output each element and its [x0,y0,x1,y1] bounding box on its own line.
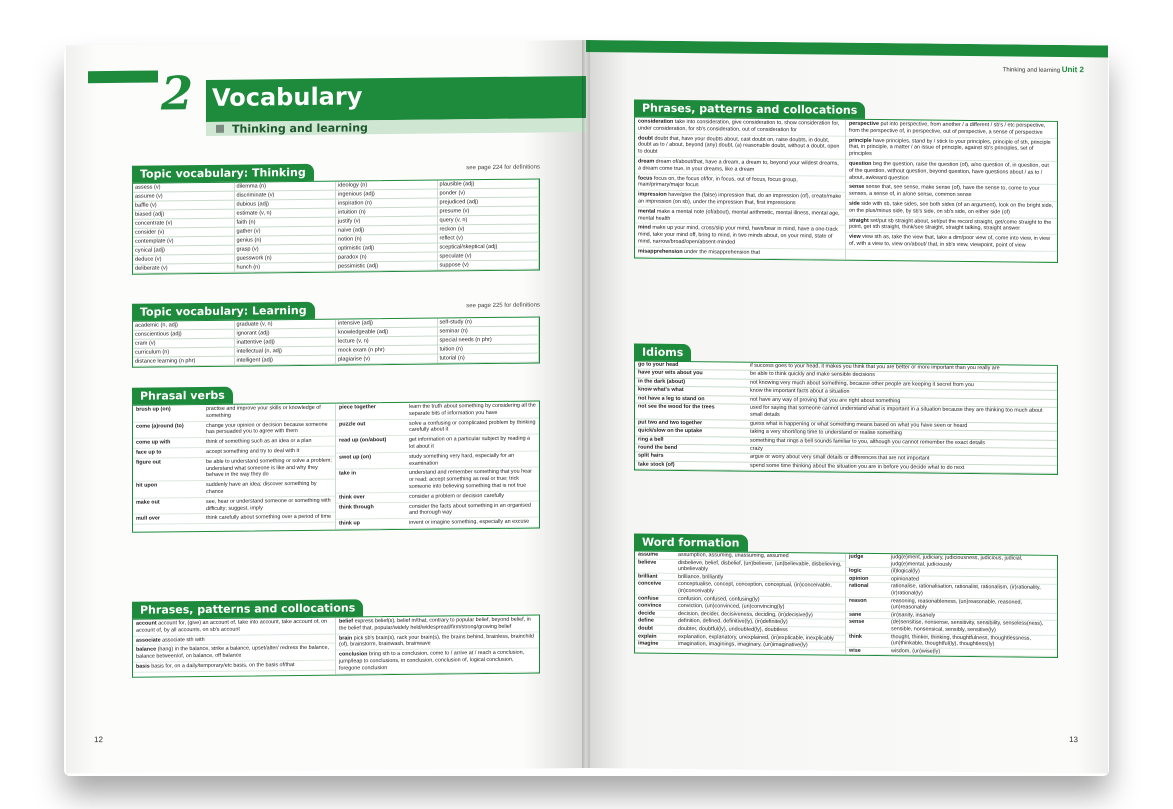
headword: question [849,160,872,167]
idiom-meaning: guess what is happening or what something means based on what you have seen or heard [750,420,968,429]
collocations: express belief(s), belief in/that, contrary to popular belief, beyond belief, in the belief that, popular/widely held/widespread/firm/strong/growing belief [339,616,531,632]
collocations: make a mental note (of/about), mental arithmetic, mental illness, mental age, mental health [638,208,840,222]
word-formation-table [634,551,1058,659]
phrasal-verb: brush up (on) [136,406,171,413]
word-formation-right-column [846,554,1057,658]
collocations: under the misapprehension that [682,248,760,256]
collocations: bring sth to a conclusion, come to / arrive at / reach a conclusion, jump/leap to conclusions, in conclusion, conclusion of, logical conclusion, foregone conclusion [339,649,525,672]
base-word: think [849,633,862,640]
definition: change your opinion or decision because someone has persuaded you to agree with them [206,421,328,436]
base-word: decide [638,610,656,617]
top-green-band [88,70,158,83]
chapter-number: 2 [161,66,194,121]
table-cell: suppose (v) [438,260,540,270]
table-cell: distance learning (n phr) [133,357,235,367]
chapter-title: Vocabulary [212,82,363,112]
idiom-meaning: argue or worry about very small details or differences that are not important [750,454,930,463]
page-number: 13 [1069,735,1078,745]
derived-forms: disbelieve, belief, disbelief, (un)believer, (un)believable, disbelieving, unbelievably [678,559,842,573]
table-cell: assess (v) [133,183,235,193]
collocations: pick sb's brain(s), rack your brain(s), the brains behind, brainless, brainchild (of), brainstorm, brainwash, brainwave [339,633,534,648]
table-cell: estimate (v, n) [235,209,337,219]
section-heading: Topic vocabulary: Thinking [132,164,314,183]
definition: study something very hard, especially for an examination [409,452,515,467]
idiom-meaning: not knowing very much about something, because other people are keeping it secret from you [750,379,974,388]
table-cell: plagiarise (v) [336,355,438,365]
table-cell: tutorial (n) [438,353,540,363]
phrasal-verb: puzzle out [339,420,366,428]
definition: think of something such as an idea or a plan [206,438,312,446]
chapter-subtitle-bar [206,118,586,136]
headword: mental [638,208,656,215]
table-cell: ignorant (adj) [235,329,337,339]
headword: consideration [638,118,674,125]
ppc-right-table [634,117,1058,263]
square-bullet-icon [216,125,224,133]
phrasal-verb: think up [339,520,360,527]
definition: consider the facts about something in an organised and thorough way [409,502,531,517]
ppc-right-column [336,615,539,674]
topic-learning-table [132,316,540,367]
idiom: put two and two together [638,419,703,427]
table-row [336,418,539,437]
idiom-meaning: if success goes to your head, it makes you think that you are better or more important than you really are [750,362,1000,372]
table-cell: naive (adj) [336,226,438,236]
definition: invent or imagine something, especially an excuse [409,518,530,527]
headword: balance [136,646,157,654]
collocations: make up your mind, cross/slip your mind, have/bear in mind, have a one-track mind, take your mind off, bring to mind, in two minds about, on your mind, state of mind, narrow/broad/open/absent-minded [638,225,838,246]
base-word: doubt [638,625,653,632]
headword: principle [849,137,872,144]
topic-learning-section [132,298,540,367]
idiom-meaning: know the important facts about a situation [750,387,850,395]
base-word: conceive [638,580,662,588]
idiom: split hairs [638,453,664,460]
table-cell: paradox (n) [336,253,438,263]
phrasal-verb: come up with [136,439,171,446]
headword: conclusion [339,651,368,658]
derived-forms: judg(e)ment, judiciary, judiciousness, judicious, judicial, judg(e)mental, judiciously [891,554,1023,568]
collocation-entry [846,233,1057,252]
base-word: sense [849,619,865,626]
left-page [66,40,586,773]
idiom: not see the wood for the trees [638,403,715,411]
headword: associate [136,637,161,644]
base-word: confuse [638,595,659,602]
table-cell: dubious (adj) [235,200,337,210]
phrasal-verbs-right-column [336,401,539,529]
table-cell: pessimistic (adj) [336,262,438,272]
table-cell: seminar (n) [438,326,540,336]
table-cell: contemplate (v) [133,237,235,247]
table-cell: reflect (v) [438,233,540,243]
collocations: view sth as, take the view that, take a dim/poor view of, come into view, in view of, with a view to, view on/about/ that, in sb's view, viewpoint, point of view [849,234,1051,249]
idiom: not have a leg to stand on [638,395,705,402]
chapter-title-bar [206,76,586,122]
phrasal-verb: read up (on/about) [339,437,387,444]
derived-forms: confusion, confused, confusing(ly) [678,595,760,603]
headword: doubt [638,135,653,142]
phrasal-verb: take in [339,470,357,477]
derived-forms: (in)sanity, insanely [891,611,936,619]
table-cell: inattentive (adj) [235,338,337,348]
table-cell: conscientious (adj) [133,330,235,340]
collocations: take into consideration, give consideration to, show consideration for, under consideration, for sb's consideration, out of consideration for [638,118,840,134]
derived-forms: definition, defined, definitive(ly), (in)definite(ly) [678,618,788,626]
table-cell: reckon (v) [438,224,540,234]
derived-forms: brilliance, brilliantly [678,573,724,581]
table-cell: knowledgeable (adj) [336,328,438,338]
running-head-text: Thinking and learning [1002,67,1061,74]
definition: understand and remember something that you hear or read; accept something as real or true; trick someone into believing something that is not true [409,468,532,490]
idiom: go to your head [638,361,679,368]
derived-forms: opinionated [891,575,919,583]
top-green-band [586,40,1108,57]
phrasal-verb: mull over [136,515,160,523]
collocations: (hang) in the balance, strike a balance, upset/alter/ redress the balance, balance between/of, on balance, off balance [136,645,329,660]
ppc-left-table [132,614,540,677]
definition: be able to understand something or solve a problem; understand what someone is like and why they behave in the way they do [206,457,332,479]
section-heading: Phrasal verbs [132,387,233,405]
idiom-meaning: spend some time thinking about the situation you are in before you decide what to do next [750,462,965,471]
definition: get information on a particular subject by reading a lot about it [409,435,531,450]
headword: account [136,620,157,627]
phrasal-verb: face up to [136,449,162,456]
table-cell: notion (n) [336,235,438,245]
derived-forms: decision, decider, decisiveness, deciding, (in)decisive(ly) [678,610,813,619]
definition: solve a confusing or complicated problem by thinking carefully about it [409,419,536,434]
table-cell: grasp (v) [235,245,337,255]
topic-thinking-table [132,178,540,274]
table-cell: intelligent (adj) [235,356,337,366]
definition: practise and improve your skills or knowledge of something [206,404,321,419]
phrasal-verb: come (a)round (to) [136,422,184,430]
table-cell: justify (v) [336,217,438,227]
derived-forms: imagination, imaginings, imaginary, (un)imaginative(ly) [678,641,808,649]
definition: learn the truth about something by considering all the separate bits of information you have [409,402,536,417]
table-cell: dilemma (n) [235,182,337,192]
base-word: convince [638,602,662,609]
table-cell: prejudiced (adj) [438,197,540,207]
headword: mind [638,224,651,232]
table-cell: speculate (v) [438,251,540,261]
idiom: have your wits about you [638,369,703,377]
table-cell: query (v, n) [438,215,540,225]
base-word: imagine [638,640,659,647]
table-row [133,456,335,482]
topic-thinking-section [132,160,540,274]
collocation-entry [846,160,1057,186]
table-cell: hunch (n) [235,263,337,273]
base-word: opinion [849,575,869,582]
section-heading: Phrases, patterns and collocations [132,599,363,618]
table-cell: presume (v) [438,206,540,216]
table-row [336,401,539,420]
headword: misapprehension [638,248,683,255]
headword: belief [339,618,354,625]
idiom: round the bend [638,444,678,452]
section-note: see page 225 for definitions [466,302,540,310]
headword: sense [849,184,865,191]
phrasal-verbs-table [132,400,540,532]
table-cell: assume (v) [133,192,235,202]
phrasal-verb: hit upon [136,482,158,489]
idiom-meaning: crazy [750,445,763,452]
headword: focus [638,175,653,182]
headword: side [849,200,860,207]
table-cell: tuition (n) [438,344,540,354]
derived-forms: wisdom, (un)wise(ly) [891,647,941,655]
ppc-left-column [133,618,336,677]
derived-forms: explanation, explanatory, unexplained, (in)explicable, inexplicably [678,633,834,642]
word-formation-left-column [635,552,846,656]
table-row [336,435,539,454]
table-cell: sceptical/skeptical (adj) [438,242,540,252]
headword: brain [339,635,353,642]
derived-forms: reasoning, reasonableness, (un)reasonable, reasoned, (un)reasonably [891,597,1022,611]
collocations: account for, (give) an account of, take into account, take account of, on account of, by all accounts, on sb's account [136,618,328,634]
table-cell: optimistic (adj) [336,244,438,254]
collocations: focus on, the focus of/for, in focus, out of focus, focus group, main/primary/major focus [638,175,798,189]
table-cell: biased (adj) [133,210,235,220]
section-heading: Idioms [634,344,691,362]
table-cell: deliberate (v) [133,264,235,274]
derived-forms: (il)logical(ly) [891,568,920,575]
phrasal-verb: make out [136,499,160,506]
definition: see, hear or understand someone or something with difficulty; suggest, imply [206,497,331,512]
table-cell: gather (v) [235,227,337,237]
running-head [1003,64,1084,74]
unit-label: Unit 2 [1061,64,1084,75]
collocation-entry [336,615,539,634]
table-cell: intuition (n) [336,208,438,218]
table-cell: concentrate (v) [133,219,235,229]
table-row [133,513,335,525]
table-cell: plausible (adj) [438,179,540,189]
table-cell: graduate (v, n) [235,320,337,330]
table-cell: intensive (adj) [336,319,438,329]
headword: basis [136,663,150,670]
headword: dream [638,158,655,165]
collocations: associate sth with [160,636,205,644]
idiom-meaning: something that rings a bell sounds familiar to you, although you cannot remember the exact details [750,437,985,446]
table-cell: genius (n) [235,236,337,246]
idiom: in the dark (about) [638,378,686,385]
base-word: sane [849,611,862,618]
table-row [336,451,539,470]
table-row [336,501,539,520]
collocations: set/put sb straight about, set/put the record straight, get/come straight to the point, get sth straight, think/see straight, straight talking, straight answer [849,217,1052,232]
derived-forms: thought, thinker, thinking, thoughtfulness, thoughtlessness, (un)thinkable, thoughtful(ly), thoughtless(ly) [891,633,1031,648]
table-cell: special needs (n phr) [438,335,540,345]
derived-forms: rationalise, rationalisation, rationalist, rationalism, (ir)rationality, (ir)rational(ly) [891,583,1041,597]
idiom: quick/slow on the uptake [638,427,703,435]
collocation-entry [133,661,335,673]
derived-forms: conceptualise, concept, conception, conceptual, (in)conceivable, (in)conceivably [678,581,832,595]
word-formation-row [846,647,1057,657]
table-cell: baffle (v) [133,201,235,211]
table-cell: curriculum (n) [133,348,235,358]
base-word: judge [849,553,864,560]
collocation-entry [635,224,845,250]
derived-forms: (de)sensitise, nonsense, sensitivity, sensibility, senseless(ness), sensible, nonsensical, sensibly, sensitive(ly) [891,619,1044,634]
idioms-table [634,361,1058,476]
collocation-entry [635,247,845,259]
phrasal-verb: figure out [136,459,161,466]
table-cell: ingenious (adj) [336,190,438,200]
table-cell: ponder (v) [438,188,540,198]
phrasal-verb: piece together [339,404,376,411]
ppc-left-column [635,118,846,260]
table-cell: inspiration (n) [336,199,438,209]
phrasal-verb: think over [339,494,365,501]
collocations: have principles, stand by / stick to your principles, principle of sth, principle that, in principle, a matter / an issue of principle, against sb's principles, set of principles [849,137,1051,158]
base-word: reason [849,597,867,604]
section-note: see page 224 for definitions [466,164,540,172]
table-cell: ideology (n) [336,181,438,191]
collocation-entry [336,632,539,651]
table-cell: faith (n) [235,218,337,228]
table-cell: academic (n, adj) [133,321,235,331]
idiom: take stock (of) [638,461,675,468]
base-word: rational [849,583,869,590]
base-word: brilliant [638,573,658,580]
table-row [336,468,539,494]
collocations: sense that, see sense, make sense (of), have the sense to, come to your senses, a sense of, in a/one sense, common sense [849,184,1040,199]
idiom-meaning: not have any way of proving that you are right about something [750,396,901,404]
collocation-entry [336,649,539,675]
section-heading: Word formation [634,534,748,552]
phrasal-verb: swot up (on) [339,454,372,461]
collocation-entry [846,136,1057,162]
base-word: believe [638,559,657,566]
derived-forms: assumption, assuming, unassuming, assumed [678,551,789,560]
table-cell: discriminate (v) [235,191,337,201]
idiom: know what's what [638,386,684,394]
table-cell: intellectual (n, adj) [235,347,337,357]
definition: accept something and try to deal with it [206,447,300,455]
collocations: beg the question, raise the question (of), a/no question of, in question, out of the question, without question, beyond question, have questions about / as to / about, awkward question [849,160,1049,181]
headword: view [849,233,861,241]
base-word: assume [638,551,659,558]
derived-forms: doubter, doubtful(ly), undoubted(ly), doubtless [678,625,788,634]
table-cell: lecture (v, n) [336,337,438,347]
table-cell: self-study (n) [438,317,540,327]
section-heading: Phrases, patterns and collocations [634,100,865,119]
collocation-entry [635,134,845,160]
ppc-left-section [132,596,540,677]
derived-forms: conviction, (un)convinced, (un)convincing(ly) [678,603,785,611]
headword: perspective [849,120,879,128]
collocations: basis for, on a daily/temporary/etc basis, on the basis of/that [149,662,295,670]
idioms-section [634,343,1058,476]
table-cell: mock exam (n phr) [336,346,438,356]
definition: suddenly have an idea; discover something by chance [206,480,317,495]
headword: straight [849,217,869,224]
table-cell: cram (v) [133,339,235,349]
base-word: define [638,617,654,625]
idiom-meaning: be able to think quickly and make sensible decisions [750,371,875,379]
collocations: have/give the (false) impression that, do an impression (of), create/make an impression (on sb), under the impression that, first impressions [638,192,842,207]
word-formation-section [634,533,1058,659]
ppc-right-section [634,99,1058,263]
table-cell: cynical (adj) [133,246,235,256]
table-cell: deduce (v) [133,255,235,265]
table-cell: consider (v) [133,228,235,238]
page-number: 12 [94,735,103,745]
definition: think carefully about something over a period of time [206,514,331,522]
idiom-meaning: taking a very short/long time to understand or realise something [750,428,902,437]
headword: impression [638,191,667,199]
section-heading: Topic vocabulary: Learning [132,302,315,321]
chapter-subtitle: Thinking and learning [232,121,368,136]
base-word: logic [849,567,862,575]
phrasal-verbs-section [132,382,540,532]
book-spine [582,40,590,768]
idiom-meaning: used for saying that someone cannot understand what is important in a situation because they are thinking too much about small details [750,404,1043,419]
definition: consider a problem or decision carefully [409,492,504,500]
base-word: explain [638,633,657,640]
ppc-right-column [846,120,1057,262]
collocations: put into perspective, from another / a different / sb's / etc perspective, from the perspective of, in perspective, out of perspective, a sense of perspective [849,121,1046,136]
table-row [336,518,539,530]
collocations: doubt that, have your doubts about, cast doubt on, raise doubts, in doubt, doubt as to / about, beyond (any) doubt, (a) reasonable doubt, without a doubt, open to doubt [638,135,840,155]
collocations: side with sb, take sides, see both sides (of an argument), look on the bright side, on the plus/minus side, by sb's side, on sb's side, on either side (of) [849,200,1054,216]
idiom: ring a bell [638,436,664,443]
word-formation-row [635,641,845,651]
collocations: dream of/about/that, have a dream, a dream to, beyond your wildest dreams, a dream come true, in your dreams, like a dream [638,158,839,173]
right-page [586,40,1108,773]
phrasal-verb: think through [339,503,374,511]
phrasal-verbs-left-column [133,404,336,532]
base-word: wise [849,647,861,654]
table-cell: guesswork (n) [235,254,337,264]
